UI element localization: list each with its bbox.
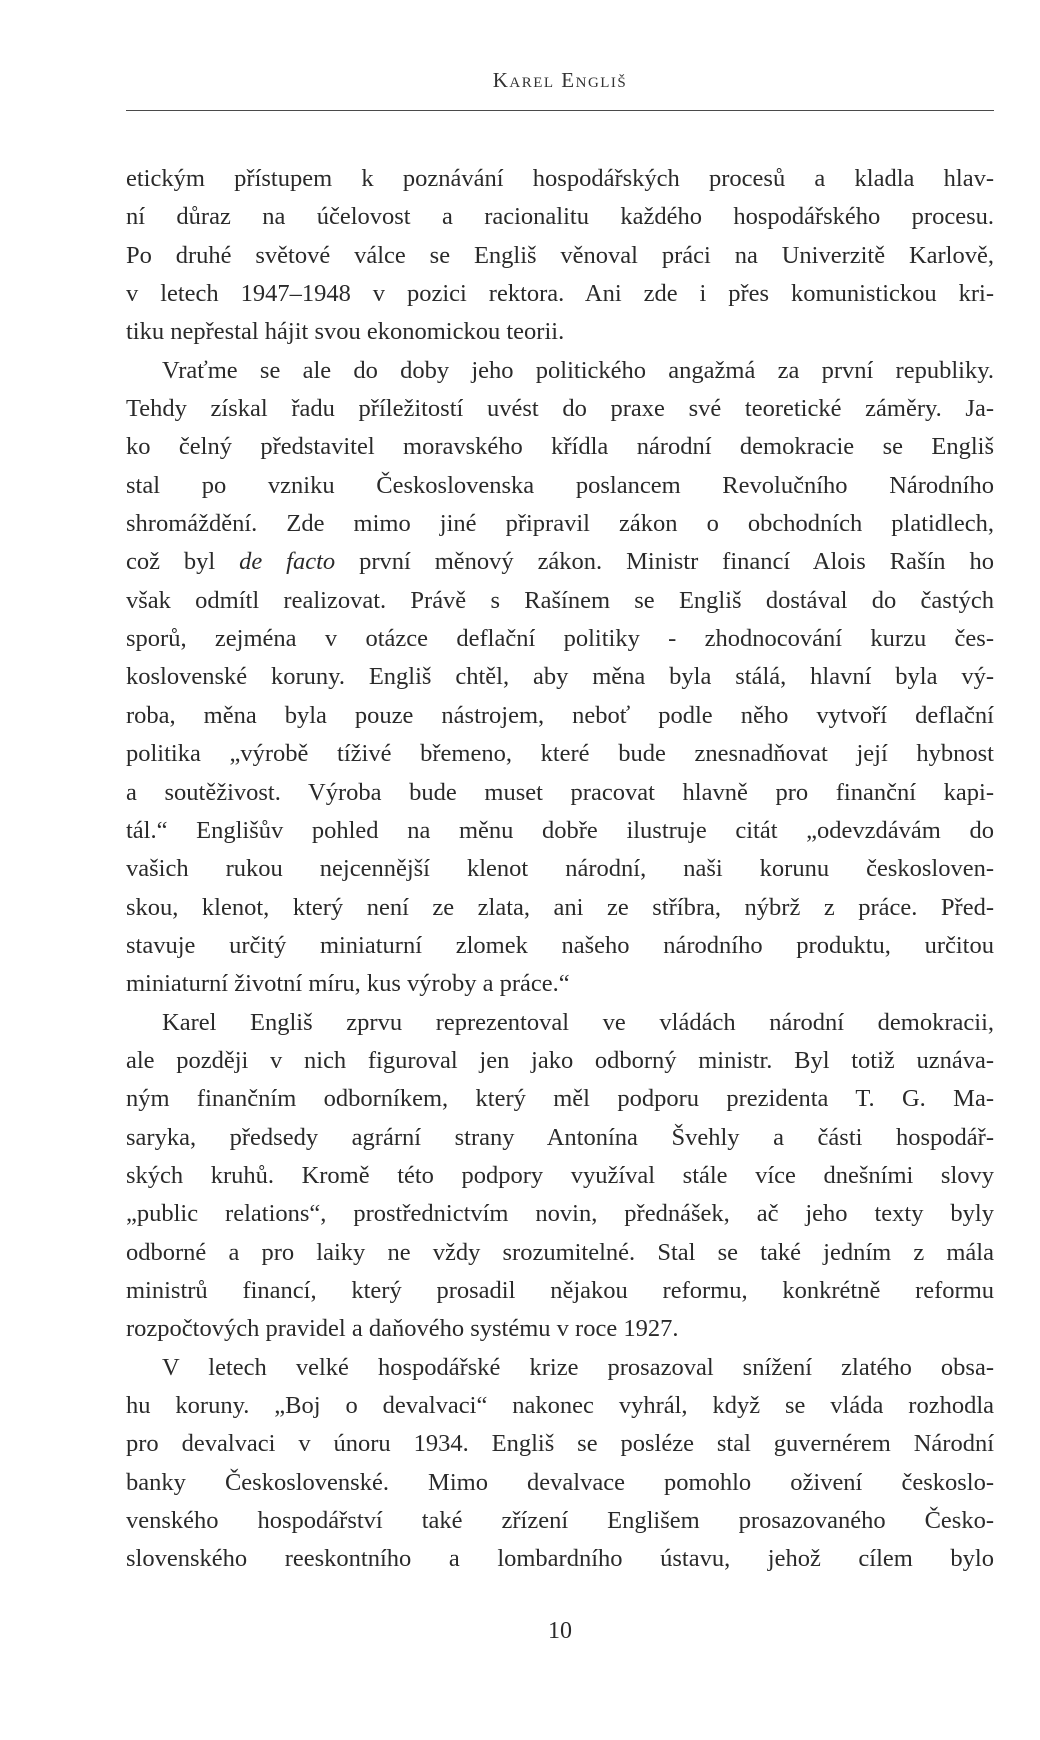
text-line: Vraťme se ale do doby jeho politického angažmá za první republiky. (162, 356, 994, 384)
text-line: tiku nepřestal hájit svou ekonomickou teorii. (126, 318, 565, 346)
text-line: venského hospodářství také zřízení Englišem prosazovaného Česko- (126, 1507, 994, 1535)
text-line: Po druhé světové válce se Engliš věnoval práci na Univerzitě Karlově, (126, 241, 994, 269)
text-line: banky Československé. Mimo devalvace pomohlo oživení českoslo- (126, 1468, 994, 1496)
italic-phrase: de facto (239, 548, 336, 576)
text-line: ských kruhů. Kromě této podpory využíval stále více dnešními slovy (126, 1161, 994, 1189)
text-line: rozpočtových pravidel a daňového systému v roce 1927. (126, 1315, 679, 1343)
text-line: ko čelný představitel moravského křídla národní demokracie se Engliš (126, 433, 994, 461)
text-fragment: což byl (126, 548, 240, 576)
text-line: ministrů financí, který prosadil nějakou reformu, konkrétně reformu (126, 1276, 994, 1304)
text-fragment: první měnový zákon. Ministr financí Alois Rašín ho (335, 548, 994, 576)
text-line: v letech 1947–1948 v pozici rektora. Ani zde i přes komunistickou kri- (126, 280, 994, 308)
text-line (126, 543, 994, 581)
text-line: sporů, zejména v otázce deflační politiky - zhodnocování kurzu čes- (126, 625, 994, 653)
text-line: ní důraz na účelovost a racionalitu každého hospodářského procesu. (126, 203, 994, 231)
text-line: však odmítl realizovat. Právě s Rašínem se Engliš dostával do častých (126, 586, 994, 614)
text-line: koslovenské koruny. Engliš chtěl, aby měna byla stálá, hlavní byla vý- (126, 663, 994, 691)
body-text (126, 160, 994, 1579)
text-line: shromáždění. Zde mimo jiné připravil zákon o obchodních platidlech, (126, 510, 994, 538)
text-line: ale později v nich figuroval jen jako odborný ministr. Byl totiž uznáva- (126, 1046, 994, 1074)
text-line: a soutěživost. Výroba bude muset pracovat hlavně pro finanční kapi- (126, 778, 994, 806)
text-line: slovenského reeskontního a lombardního ústavu, jehož cílem bylo (126, 1545, 994, 1573)
text-line: hu koruny. „Boj o devalvaci“ nakonec vyhrál, když se vláda rozhodla (126, 1392, 994, 1419)
text-line: politika „výrobě tíživé břemeno, které bude znesnadňovat její hybnost (126, 740, 994, 768)
text-line: pro devalvaci v únoru 1934. Engliš se posléze stal guvernérem Národní (126, 1430, 994, 1458)
text-line: ným finančním odborníkem, který měl podporu prezidenta T. G. Ma- (126, 1085, 994, 1113)
text-line: odborné a pro laiky ne vždy srozumitelné. Stal se také jedním z mála (126, 1238, 994, 1266)
text-line: miniaturní životní míru, kus výroby a práce.“ (126, 970, 570, 998)
text-line: vašich rukou nejcennější klenot národní, naši korunu českosloven- (126, 855, 994, 883)
text-line: V letech velké hospodářské krize prosazoval snížení zlatého obsa- (162, 1353, 994, 1381)
text-line: saryka, předsedy agrární strany Antonína Švehly a části hospodář- (126, 1123, 994, 1151)
running-head: Karel Engliš (492, 68, 628, 92)
text-line: stavuje určitý miniaturní zlomek našeho národního produktu, určitou (126, 931, 994, 959)
text-line: Karel Engliš zprvu reprezentoval ve vládách národní demokracii, (162, 1008, 994, 1036)
text-line: roba, měna byla pouze nástrojem, neboť podle něho vytvoří deflační (126, 701, 994, 729)
text-line: skou, klenot, který není ze zlata, ani ze stříbra, nýbrž z práce. Před- (126, 893, 994, 921)
text-line: tál.“ Englišův pohled na měnu dobře ilustruje citát „odevzdávám do (126, 816, 994, 844)
text-line: etickým přístupem k poznávání hospodářských procesů a kladla hlav- (126, 165, 994, 192)
text-line: stal po vzniku Československa poslancem Revolučního Národního (126, 471, 994, 499)
text-line: Tehdy získal řadu příležitostí uvést do praxe své teoretické záměry. Ja- (126, 395, 994, 423)
text-line: „public relations“, prostřednictvím novin, přednášek, ač jeho texty byly (126, 1200, 994, 1228)
page-number: 10 (548, 1618, 572, 1644)
header-rule (126, 110, 994, 111)
